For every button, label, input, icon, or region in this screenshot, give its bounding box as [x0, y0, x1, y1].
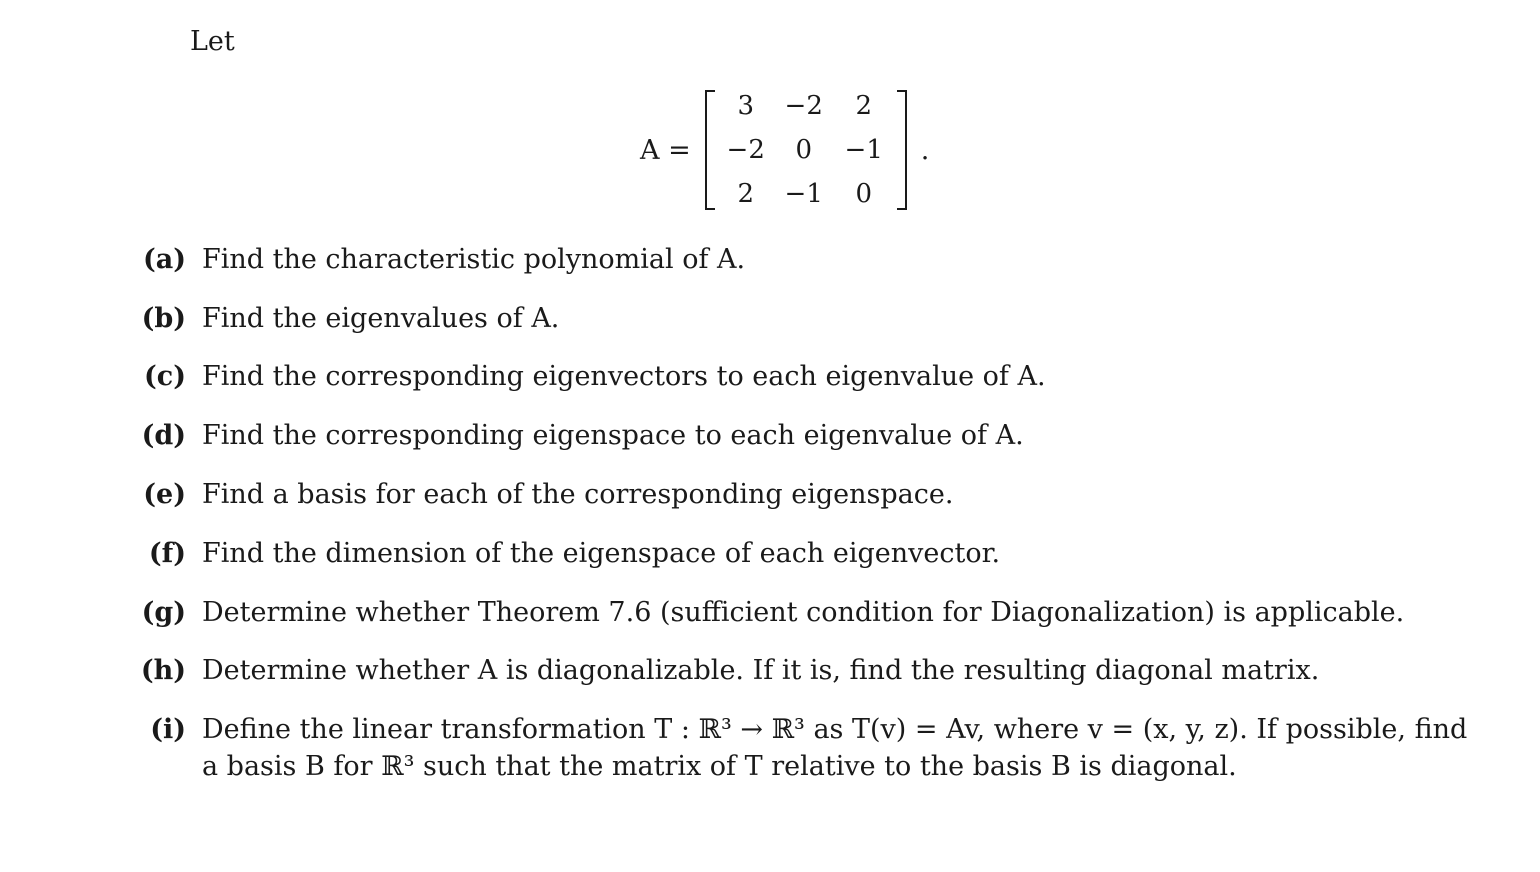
intro-text: Let — [190, 26, 235, 57]
matrix-cell: −1 — [844, 135, 883, 165]
right-bracket — [897, 90, 907, 210]
question-label: (b) — [141, 303, 186, 334]
question-label: (a) — [142, 244, 186, 275]
question-text: Determine whether Theorem 7.6 (sufficient condition for Diagonalization) is applicable. — [202, 597, 1405, 628]
matrix-cell: 3 — [737, 91, 754, 121]
matrix-cell: 2 — [737, 179, 754, 209]
left-bracket — [705, 90, 715, 210]
matrix-lhs: A = — [640, 134, 691, 166]
question-text: Find the corresponding eigenspace to each eigenvalue of A. — [202, 420, 1024, 451]
matrix-period: . — [920, 134, 930, 166]
question-text: Determine whether A is diagonalizable. If it is, find the resulting diagonal matrix. — [202, 655, 1320, 686]
question-text-line: Define the linear transformation T : ℝ³ → ℝ³ as T(v) = Av, where v = (x, y, z). If possible, find — [202, 714, 1468, 745]
question-text: Find the corresponding eigenvectors to each eigenvalue of A. — [202, 361, 1046, 392]
matrix-grid — [719, 84, 893, 216]
matrix-cell: 0 — [855, 179, 872, 209]
question-text-line: a basis B for ℝ³ such that the matrix of T relative to the basis B is diagonal. — [202, 751, 1237, 782]
matrix-cell: −1 — [784, 179, 823, 209]
matrix-cell: −2 — [726, 135, 765, 165]
question-text: Find the characteristic polynomial of A. — [202, 244, 746, 275]
question-label: (e) — [143, 479, 186, 510]
matrix-cell: 2 — [855, 91, 872, 121]
question-label: (f) — [148, 538, 186, 569]
question-text — [202, 711, 1468, 785]
question-label: (i) — [150, 714, 186, 745]
matrix-cell: −2 — [784, 91, 823, 121]
matrix-cell: 0 — [795, 135, 812, 165]
matrix-equation — [640, 88, 929, 212]
question-label: (h) — [140, 655, 186, 686]
question-label: (c) — [144, 361, 186, 392]
question-text: Find the dimension of the eigenspace of each eigenvector. — [202, 538, 1001, 569]
question-text: Find the eigenvalues of A. — [202, 303, 560, 334]
question-label: (g) — [141, 597, 186, 628]
question-text: Find a basis for each of the corresponding eigenspace. — [202, 479, 954, 510]
question-label: (d) — [141, 420, 186, 451]
